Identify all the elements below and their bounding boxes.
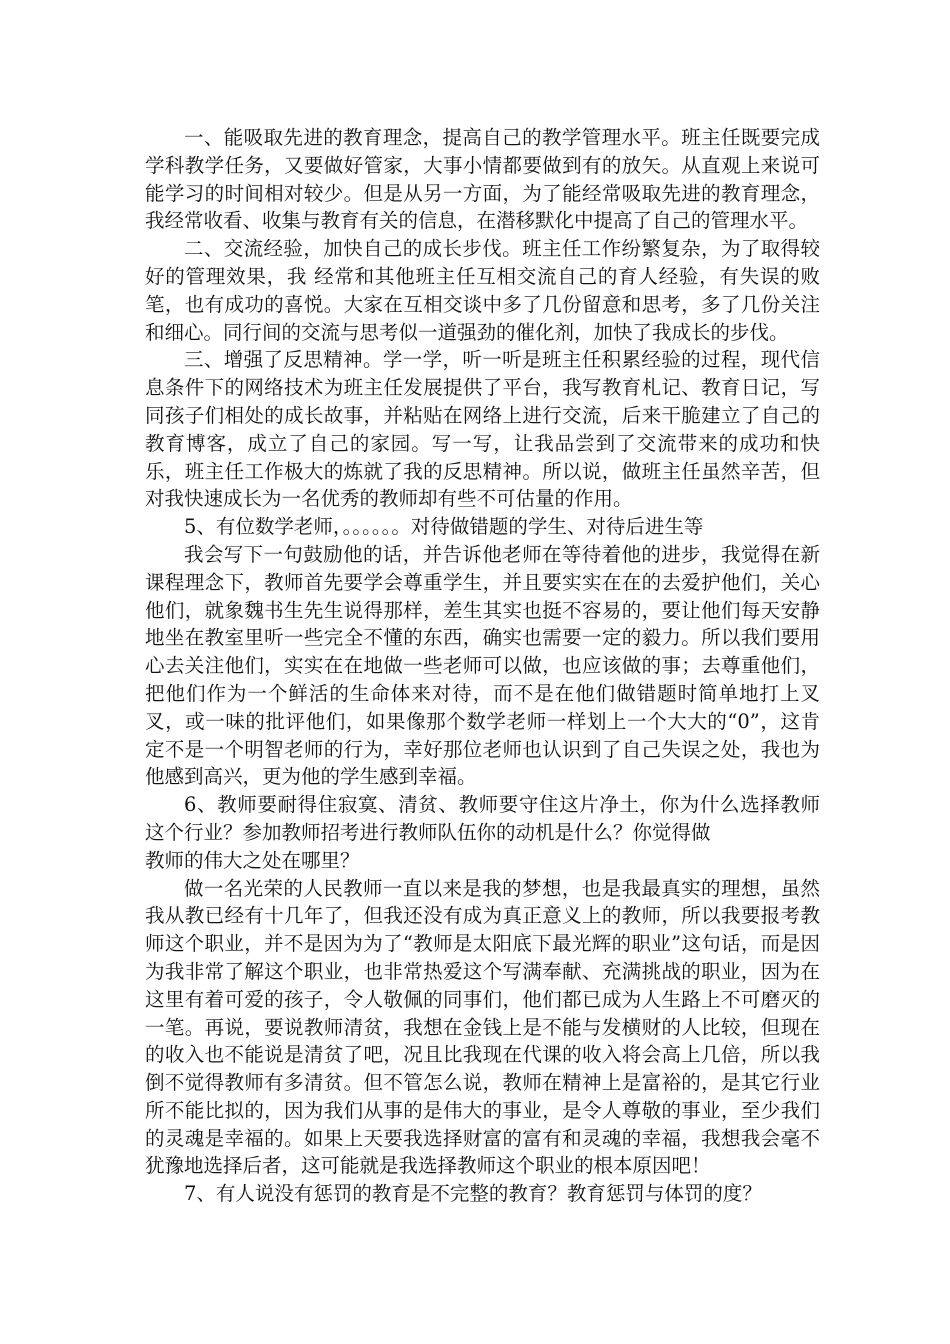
- question-5-heading: 5、有位数学老师，。。。。。。对待做错题的学生、对待后进生等: [184, 515, 704, 539]
- paragraph-3: 三、增强了反思精神。学一学，听一听是班主任积累经验的过程，现代信息条件下的网络技术为班主任发展提供了平台，我写教育札记、教育日记，写同孩子们相处的成长故事，并粘贴在网络上进行交流，后来干脆建立了自己的教育博客，成立了自己的家园。写一写，让我品尝到了交流带来的成功和快乐，班主任工作极大的炼就了我的反思精神。所以说，做班主任虽然辛苦，但对我快速成长为一名优秀的教师却有些不可估量的作用。: [145, 348, 820, 511]
- document-body: [145, 124, 820, 1208]
- answer-5-paragraph: 我会写下一句鼓励他的话，并告诉他老师在等待着他的进步，我觉得在新课程理念下，教师首先要学会尊重学生，并且要实实在在的去爱护他们，关心他们，就象魏书生先生说得那样，差生其实也挺不容易的，要让他们每天安静地坐在教室里听一些完全不懂的东西，确实也需要一定的毅力。所以我们要用心去关注他们，实实在在地做一些老师可以做，也应该做的事；去尊重他们，把他们作为一个鲜活的生命体来对待，而不是在他们做错题时简单地打上叉叉，或一味的批评他们，如果像那个数学老师一样划上一个大大的“0”，这肯定不是一个明智老师的行为，幸好那位老师也认识到了自己失误之处，我也为他感到高兴，更为他的学生感到幸福。: [145, 542, 820, 789]
- question-6-continuation: 教师的伟大之处在哪里？: [145, 848, 360, 872]
- question-7-heading: 7、有人说没有惩罚的教育是不完整的教育？教育惩罚与体罚的度？: [184, 1182, 762, 1206]
- paragraph-1: 一、能吸取先进的教育理念，提高自己的教学管理水平。班主任既要完成学科教学任务，又要做好管家，大事小情都要做到有的放矢。从直观上来说可能学习的时间相对较少。但是从另一方面，为了能经常吸取先进的教育理念，我经常收看、收集与教育有关的信息，在潜移默化中提高了自己的管理水平。: [145, 126, 820, 233]
- question-6-heading: 6、教师要耐得住寂寞、清贫、教师要守住这片净土，你为什么选择教师这个行业？参加教师招考进行教师队伍你的动机是什么？你觉得做: [145, 793, 820, 844]
- answer-6-paragraph: 做一名光荣的人民教师一直以来是我的梦想，也是我最真实的理想，虽然我从教已经有十几年了，但我还没有成为真正意义上的教师，所以我要报考教师这个职业，并不是因为为了“教师是太阳底下最光辉的职业”这句话，而是因为我非常了解这个职业，也非常热爱这个写满奉献、充满挑战的职业，因为在这里有着可爱的孩子，令人敬佩的同事们，他们都已成为人生路上不可磨灭的一笔。再说，要说教师清贫，我想在金钱上是不能与发横财的人比较，但现在的收入也不能说是清贫了吧，况且比我现在代课的收入将会高上几倍，所以我倒不觉得教师有多清贫。但不管怎么说，教师在精神上是富裕的，是其它行业所不能比拟的，因为我们从事的是伟大的事业，是令人尊敬的事业，至少我们的灵魂是幸福的。如果上天要我选择财富的富有和灵魂的幸福，我想我会毫不犹豫地选择后者，这可能就是我选择教师这个职业的根本原因吧！: [145, 876, 820, 1178]
- paragraph-2: 二、交流经验，加快自己的成长步伐。班主任工作纷繁复杂，为了取得较好的管理效果，我 经常和其他班主任互相交流自己的育人经验，有失误的败笔，也有成功的喜悦。大家在互相交谈中多了几份留意和思考，多了几份关注和细心。同行间的交流与思考似一道强劲的催化剂，加快了我成长的步伐。: [145, 237, 820, 344]
